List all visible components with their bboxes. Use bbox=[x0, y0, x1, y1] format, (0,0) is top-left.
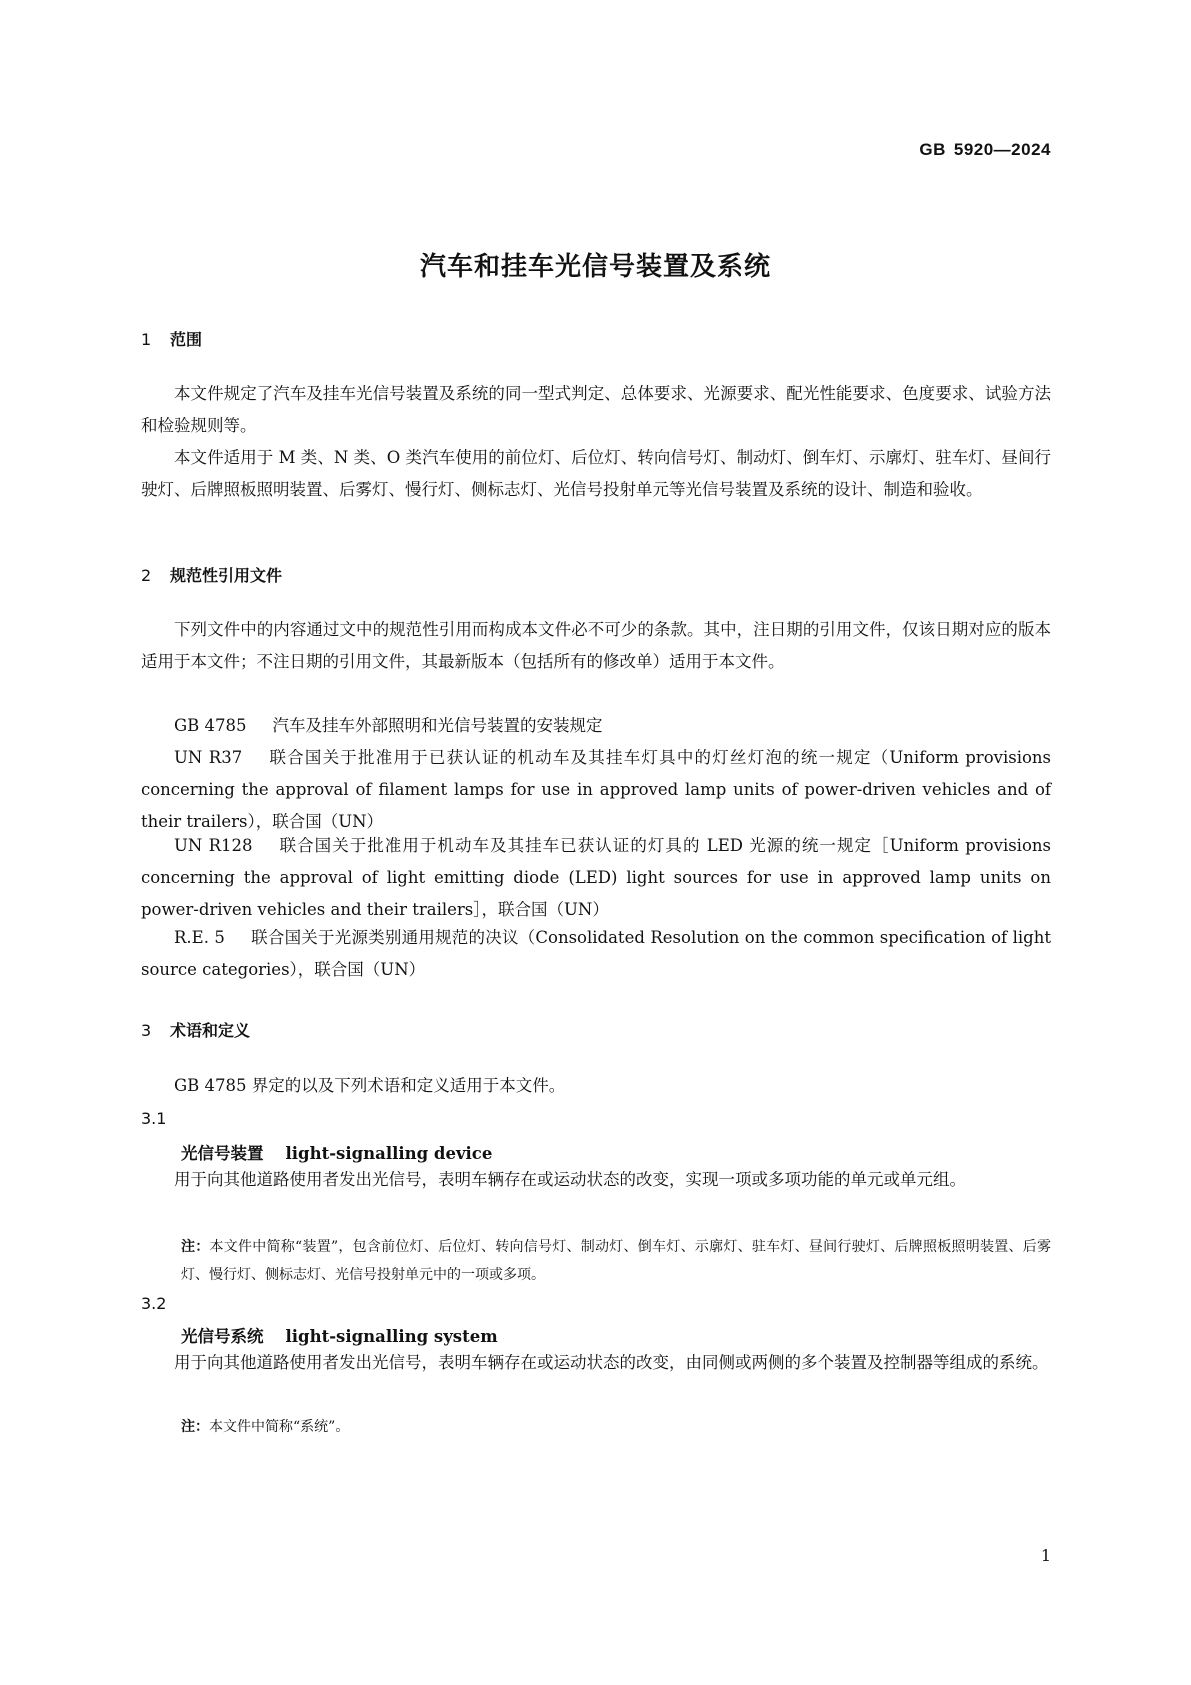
paragraph: 下列文件中的内容通过文中的规范性引用而构成本文件必不可少的条款。其中，注日期的引用文件，仅该日期对应的版本适用于本文件；不注日期的引用文件，其最新版本（包括所有的修改单）适用于本文件。 bbox=[141, 620, 1051, 671]
note-text: 本文件中简称“系统”。 bbox=[209, 1419, 350, 1435]
standard-code bbox=[919, 140, 1051, 160]
term-english: light-signalling device bbox=[285, 1144, 493, 1163]
term-chinese: 光信号系统 bbox=[181, 1327, 264, 1346]
term-definition: 用于向其他道路使用者发出光信号，表明车辆存在或运动状态的改变，由同侧或两侧的多个装置及控制器等组成的系统。 bbox=[174, 1353, 1049, 1372]
standard-code-number: 5920—2024 bbox=[953, 140, 1051, 159]
section-title: 术语和定义 bbox=[170, 1021, 251, 1040]
paragraph: GB 4785 界定的以及下列术语和定义适用于本文件。 bbox=[174, 1076, 566, 1095]
paragraph: 本文件适用于 M 类、N 类、O 类汽车使用的前位灯、后位灯、转向信号灯、制动灯、倒车灯、示廓灯、驻车灯、昼间行驶灯、后牌照板照明装置、后雾灯、慢行灯、侧标志灯、光信号投射单元等光信号装置及系统的设计、制造和验收。 bbox=[141, 448, 1051, 499]
section-title: 范围 bbox=[170, 330, 203, 349]
section-number: 1 bbox=[141, 330, 152, 349]
term-definition: 用于向其他道路使用者发出光信号，表明车辆存在或运动状态的改变，实现一项或多项功能的单元或单元组。 bbox=[174, 1170, 966, 1189]
note-text: 本文件中简称“装置”，包含前位灯、后位灯、转向信号灯、制动灯、倒车灯、示廓灯、驻车灯、昼间行驶灯、后牌照板照明装置、后雾灯、慢行灯、侧标志灯、光信号投射单元中的一项或多项。 bbox=[181, 1239, 1051, 1283]
reference-code: UN R128 bbox=[174, 836, 253, 855]
term-chinese: 光信号装置 bbox=[181, 1144, 264, 1163]
reference-item bbox=[141, 922, 1051, 986]
section-title: 规范性引用文件 bbox=[170, 566, 283, 585]
term-entry bbox=[181, 1323, 498, 1347]
reference-item bbox=[141, 830, 1051, 926]
term-note bbox=[181, 1233, 1051, 1289]
reference-text: 联合国关于光源类别通用规范的决议（Consolidated Resolution on the common specification of light source categories），联合国（UN） bbox=[141, 928, 1051, 979]
reference-item bbox=[141, 710, 1051, 742]
section-heading-terms-definitions bbox=[141, 1018, 250, 1041]
note-label: 注： bbox=[181, 1239, 210, 1255]
reference-text: 联合国关于批准用于机动车及其挂车已获认证的灯具的 LED 光源的统一规定［Uniform provisions concerning the approval of light emitting diode (LED) light sources for use in approved lamp units on power-driven vehicles and their trailers］，联合国（UN） bbox=[141, 836, 1051, 919]
document-title: 汽车和挂车光信号装置及系统 bbox=[419, 252, 771, 282]
clause-number: 3.2 bbox=[141, 1294, 167, 1313]
section-heading-normative-references bbox=[141, 563, 282, 586]
section-number: 2 bbox=[141, 566, 152, 585]
section-number: 3 bbox=[141, 1021, 152, 1040]
reference-item bbox=[141, 742, 1051, 838]
standard-code-prefix: GB bbox=[919, 140, 946, 159]
reference-text: 汽车及挂车外部照明和光信号装置的安装规定 bbox=[272, 716, 603, 735]
note-label: 注： bbox=[181, 1419, 209, 1435]
term-english: light-signalling system bbox=[285, 1327, 498, 1346]
section-heading-scope bbox=[141, 327, 202, 350]
reference-code: UN R37 bbox=[174, 748, 243, 767]
reference-text: 联合国关于批准用于已获认证的机动车及其挂车灯具中的灯丝灯泡的统一规定（Uniform provisions concerning the approval of filament lamps for use in approved lamp units of power-driven vehicles and of their trailers），联合国（UN） bbox=[141, 748, 1051, 831]
paragraph: 本文件规定了汽车及挂车光信号装置及系统的同一型式判定、总体要求、光源要求、配光性能要求、色度要求、试验方法和检验规则等。 bbox=[141, 384, 1051, 435]
term-entry bbox=[181, 1140, 492, 1164]
term-note bbox=[181, 1413, 1051, 1441]
reference-code: R.E. 5 bbox=[174, 928, 225, 947]
clause-number: 3.1 bbox=[141, 1109, 167, 1128]
reference-code: GB 4785 bbox=[174, 716, 247, 735]
page-number: 1 bbox=[1040, 1546, 1051, 1565]
